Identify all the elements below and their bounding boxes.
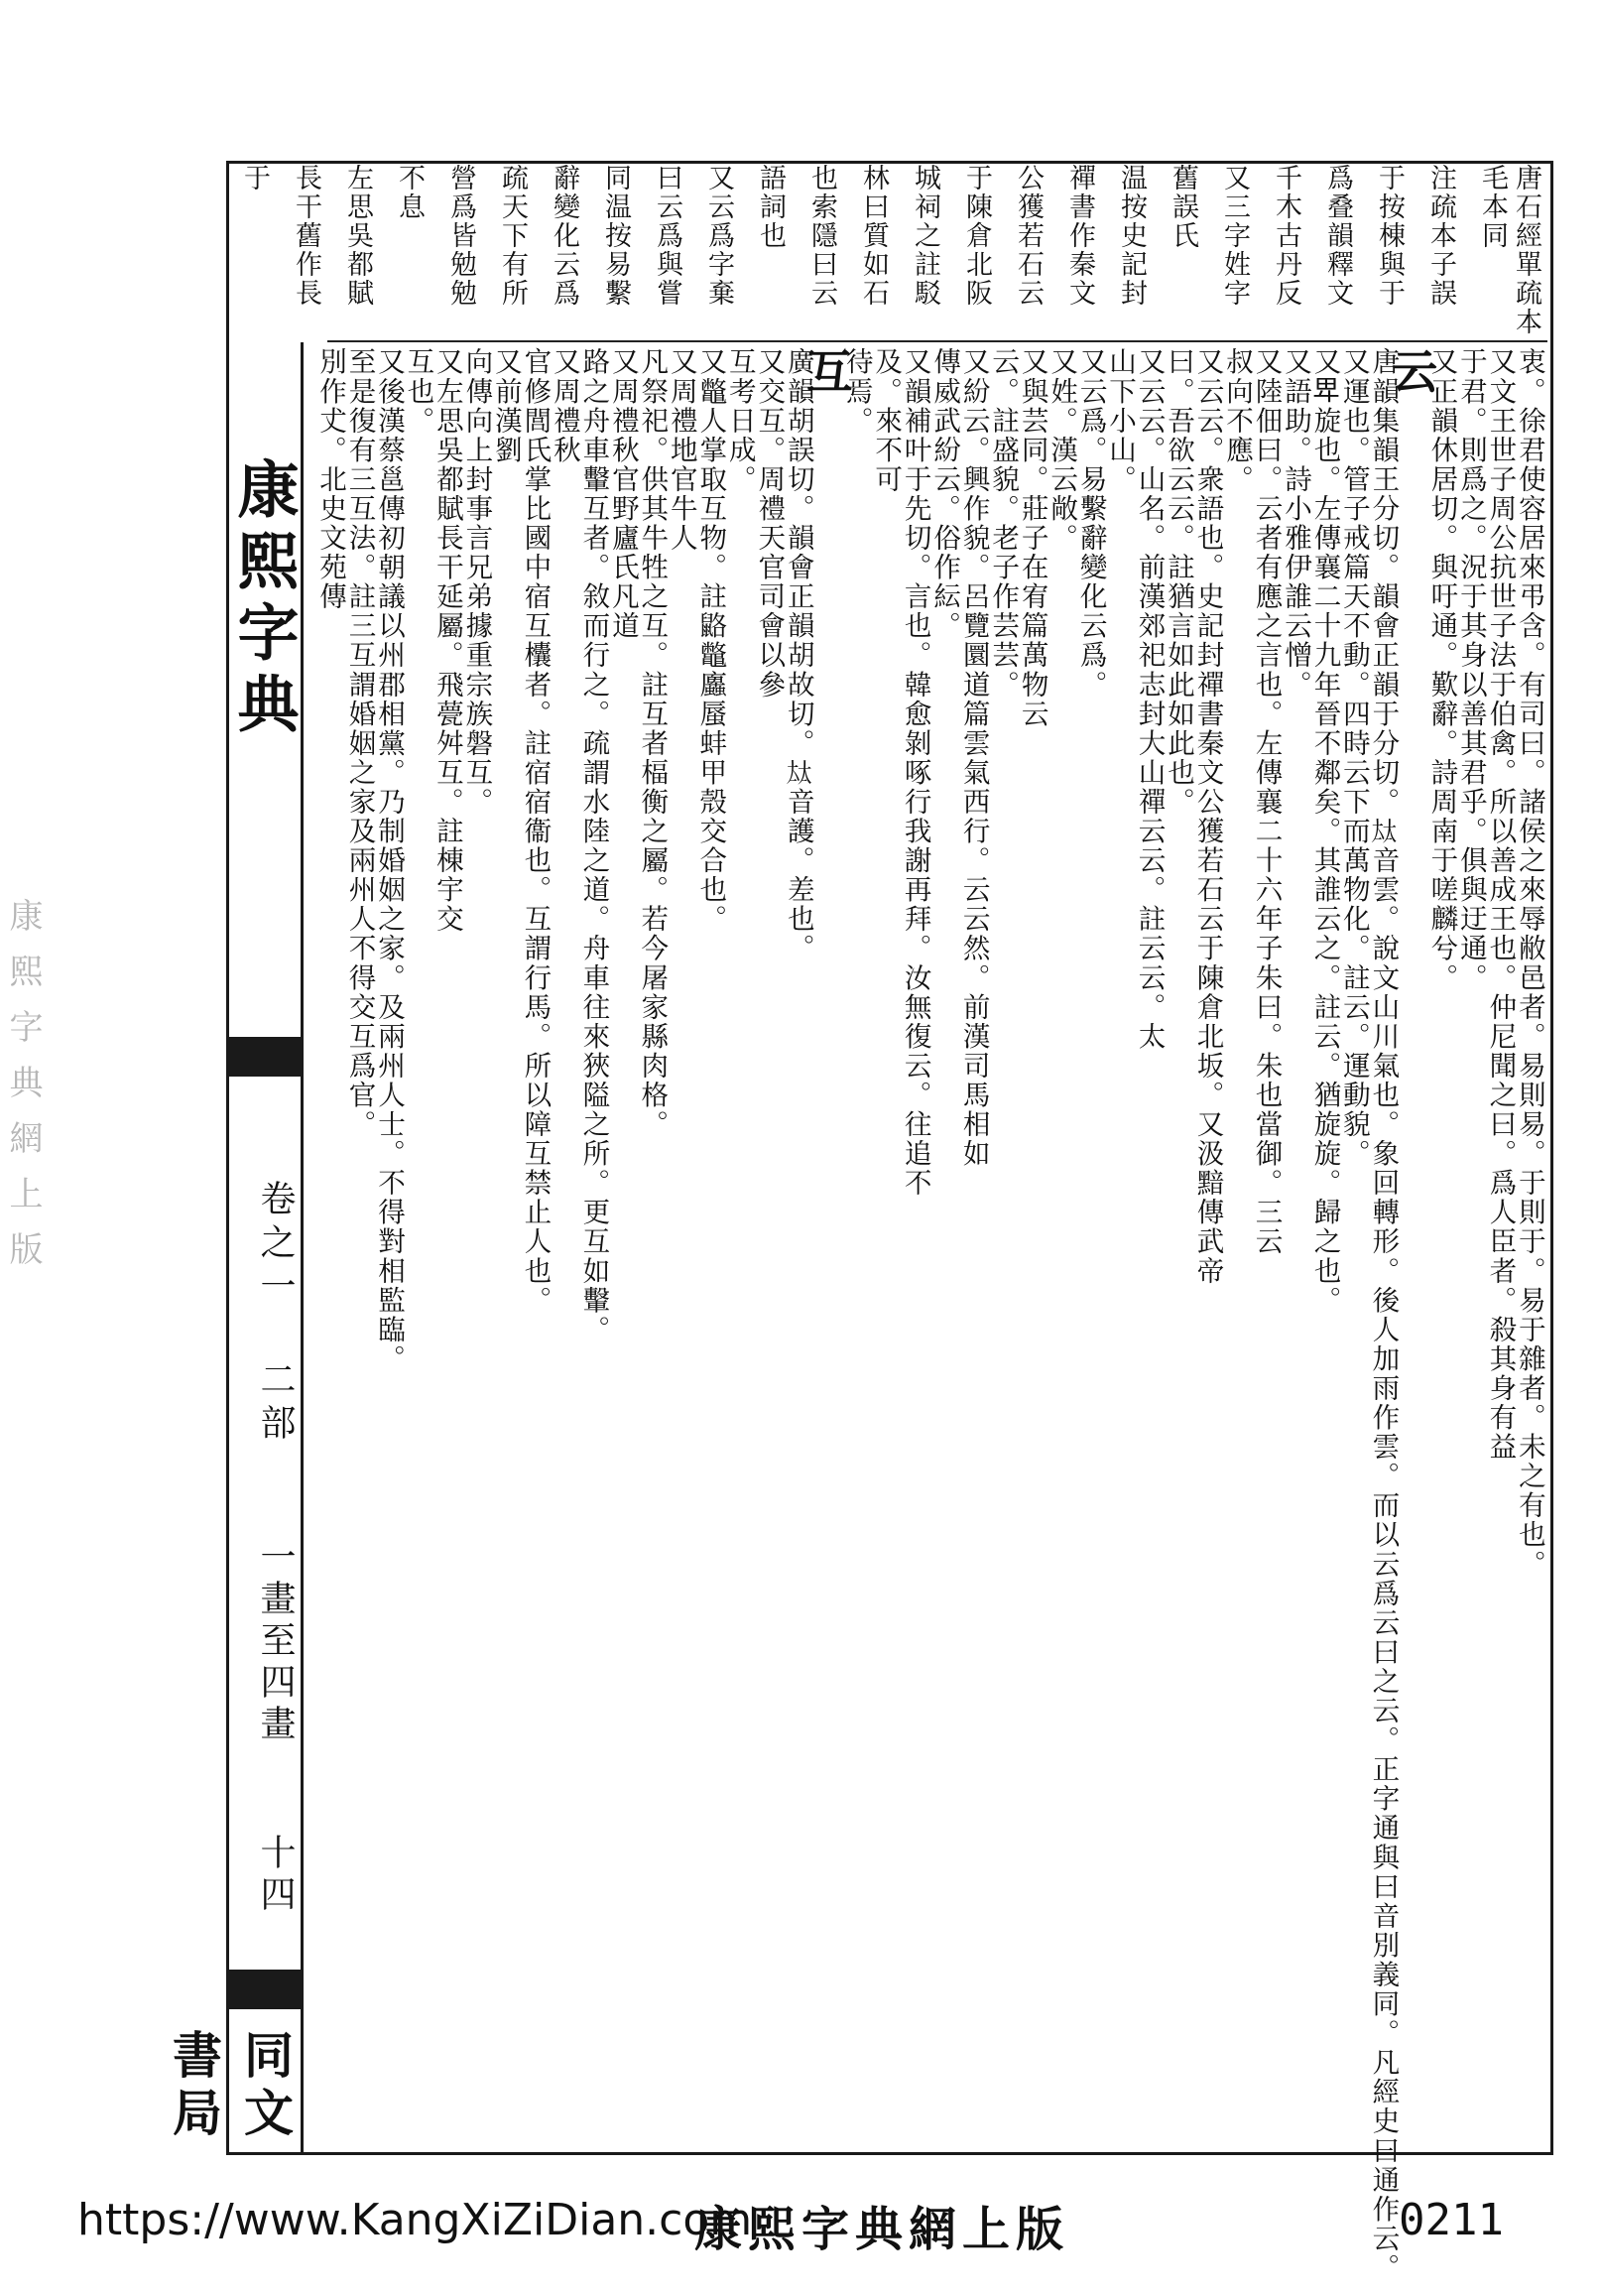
headword-hu: 互 — [800, 347, 855, 396]
errata-panel — [239, 164, 1542, 337]
text-column: 又與芸同。莊子在宥篇萬物云 — [1016, 347, 1048, 729]
text-column: 又陸佃曰。云者有應之言也。左傳襄二十六年子朱曰。朱也當御。三云 — [1250, 347, 1283, 1257]
fishtail-mark-lower — [226, 1970, 301, 2009]
text-column: 至是復有三互法。註三互謂婚姻之家及兩州人不得交互爲官。 — [343, 347, 376, 1139]
text-column: 廣韻胡誤切。韻會正韻胡故切。𡘋音護。差也。 — [782, 347, 814, 963]
text-column: 又周禮秋官野廬氏凡道 — [606, 347, 639, 641]
text-column: 又交互。周禮天官司會以參 — [753, 347, 786, 700]
text-column: 又云云。衆語也。史記封禪書秦文公獲若石云于陳倉北坂。又汲黯傳武帝 — [1191, 347, 1224, 1286]
fish-mouth-banner — [165, 342, 304, 2153]
footer-url[interactable]: https://www.KangXiZiDian.com — [77, 2195, 753, 2245]
text-column: 向傳向上封事言兄弟據重宗族磐互。 — [460, 347, 493, 817]
footer-title: 康熙字典網上版 — [694, 2202, 1070, 2257]
text-column: 叔向不應。 — [1221, 347, 1254, 494]
text-column: 互考日成。 — [723, 347, 756, 494]
banner-publisher: 同文書局 — [165, 2029, 295, 2144]
text-column: 又云爲。易繫辭變化云爲。 — [1074, 347, 1107, 700]
text-column: 衷。徐君使容居來弔含。有司曰。諸侯之來辱敝邑者。易則易。于則于。易于雜者。未之有也。 — [1513, 347, 1545, 1580]
errata-column: 千木古丹反 — [1271, 164, 1301, 308]
errata-column: 不息 — [394, 164, 425, 221]
errata-column: 禪書作秦文 — [1064, 164, 1095, 308]
errata-column: 城祠之註駁 — [910, 164, 940, 308]
text-column: 于君。則爲之。況于其身以善其君乎。俱與迂通。 — [1454, 347, 1487, 993]
errata-column: 辭變化云爲 — [549, 164, 579, 308]
text-column: 待焉。 — [840, 347, 873, 436]
errata-column: 爲叠韻釋文 — [1322, 164, 1353, 308]
text-column: 又文王世子周公抗世子法于伯禽。所以善成王也。仲尼聞之曰。爲人臣者。殺其身有益 — [1484, 347, 1517, 1462]
errata-column: 長干舊作長 — [291, 164, 321, 308]
errata-column: 又三字姓字 — [1219, 164, 1250, 308]
errata-column: 又云爲字棄 — [703, 164, 734, 308]
text-column: 山下小山。 — [1104, 347, 1137, 494]
footer-page-number: 0211 — [1399, 2195, 1504, 2245]
text-column: 又語助。詩小雅伊誰云憎。 — [1279, 347, 1311, 700]
banner-leaf-number: 十四 — [255, 1834, 296, 1917]
errata-divider — [327, 340, 1547, 342]
text-column: 唐韻集韻王分切。韻會正韻于分切。𡘋音雲。說文山川氣也。象回轉形。後人加雨作雲。而以云爲云曰之云。正字通與曰音別義同。凡經史曰通作云。 — [1367, 347, 1400, 2283]
text-column: 又正韻休居切。與吁通。歎辭。詩周南于嗟麟兮。 — [1425, 347, 1458, 993]
errata-column: 左思吳都賦 — [342, 164, 373, 308]
errata-column: 營爲皆勉勉 — [445, 164, 476, 308]
banner-radical: 二部 — [255, 1360, 296, 1448]
errata-column: 唐石經單疏本毛本同 — [1477, 164, 1541, 336]
text-column: 又韻補叶于先切。言也。韓愈剝啄行我謝再拜。汝無復云。往追不 — [899, 347, 931, 1198]
errata-column: 注疏本子誤 — [1425, 164, 1456, 308]
text-column: 官修閭氏掌比國中宿互欜者。註宿宿衞也。互謂行馬。所以障互禁止人也。 — [519, 347, 552, 1316]
errata-column: 曰云爲與嘗 — [652, 164, 682, 308]
banner-volume: 卷之一 — [255, 1180, 296, 1311]
text-column: 又左思吳都賦長干延屬。飛甍舛互。註棟宇交 — [431, 347, 463, 934]
errata-column: 于 — [239, 164, 270, 192]
errata-column: 温按史記封 — [1116, 164, 1147, 308]
text-column: 又周禮地官牛人 — [665, 347, 697, 553]
errata-column: 林曰質如石 — [858, 164, 889, 308]
text-column: 又周禮秋 — [548, 347, 580, 465]
errata-column: 于按棟與于 — [1374, 164, 1405, 308]
errata-column: 舊誤氏 — [1168, 164, 1198, 250]
fishtail-mark-upper — [226, 1037, 301, 1077]
text-column: 又紛云。興作貌。呂覽圜道篇雲氣西行。云云然。前漢司馬相如 — [957, 347, 990, 1169]
errata-column: 疏天下有所 — [497, 164, 528, 308]
text-column: 傳威武紛云。俗作紜。 — [928, 347, 961, 641]
text-column: 又前漢劉 — [489, 347, 522, 465]
banner-book-title: 康熙字典 — [227, 457, 300, 743]
side-watermark: 康熙字典網上版 — [3, 898, 43, 1287]
text-column: 曰。吾欲云云。註猶言如此如此也。 — [1163, 347, 1195, 817]
errata-column: 公獲若石云 — [1013, 164, 1044, 308]
text-column: 又鼈人掌取互物。註䶅鼈蠯蜃蚌甲殼交合也。 — [694, 347, 727, 934]
text-column: 又姓。漢云敞。 — [1046, 347, 1078, 553]
errata-column: 語詞也 — [755, 164, 786, 250]
text-column: 云。註盛貌。老子作芸芸。 — [987, 347, 1020, 700]
text-column: 互也。 — [402, 347, 434, 436]
errata-column: 同温按易繫 — [600, 164, 631, 308]
text-column: 又後漢蔡邕傳初朝議以州郡相黨。乃制婚姻之家。及兩州人士。不得對相監臨。 — [372, 347, 405, 1374]
text-column: 又云云。山名。前漢郊祀志封大山禪云云。註云云。太 — [1133, 347, 1166, 1052]
errata-column: 也索隱曰云 — [806, 164, 837, 308]
text-column: 及。來不可 — [870, 347, 903, 494]
text-column: 又𤰞旋也。左傳襄二十九年晉不鄰矣。其誰云之。註云。猶旋旋。歸之也。 — [1308, 347, 1341, 1316]
text-column: 又運也。管子戒篇天不動。四時云下而萬物化。註云。運動貌。 — [1337, 347, 1370, 1169]
text-column: 別作𠀋。北史文苑傳 — [314, 347, 346, 611]
text-column: 凡祭祀。供其牛牲之互。註互者楅衡之屬。若今屠家縣肉格。 — [636, 347, 669, 1139]
errata-column: 于陳倉北阪 — [961, 164, 992, 308]
headword-yun: 云 — [1384, 347, 1439, 396]
banner-stroke-range: 一畫至四畫 — [255, 1538, 296, 1746]
text-column: 路之舟車轚互者。敘而行之。疏謂水陸之道。舟車往來狹隘之所。更互如轚。 — [577, 347, 610, 1344]
